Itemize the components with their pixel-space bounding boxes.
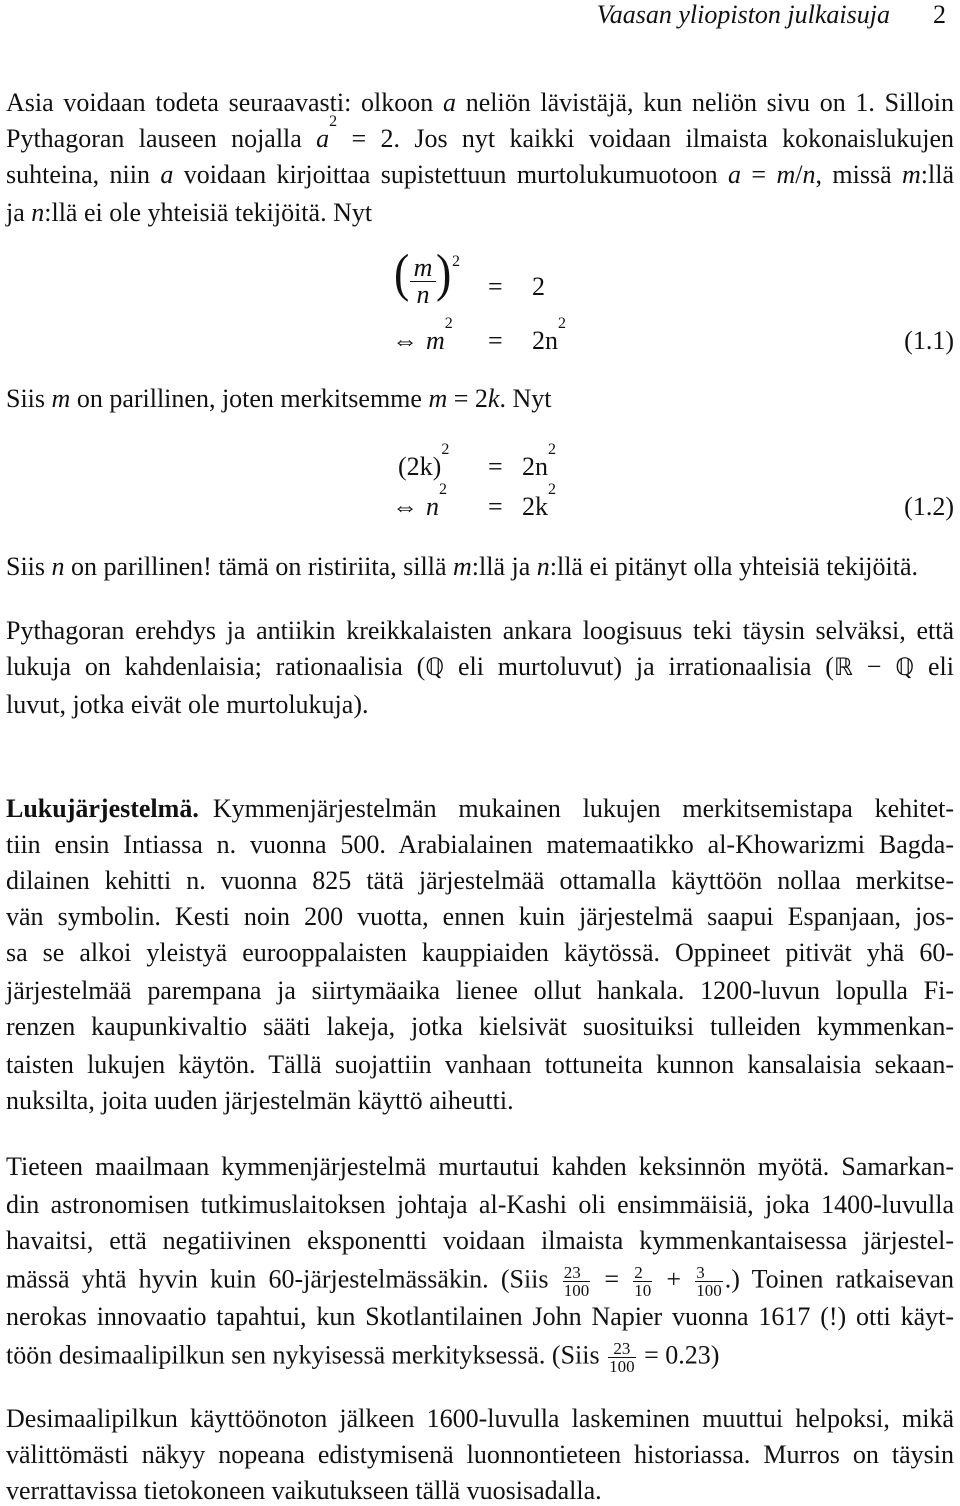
section-line7: renzen kaupunkivaltio sääti lakeja, jotka kielsivät suosituiksi tulleiden kymmenkan- [6, 1012, 954, 1041]
para7-line2: välittömästi näkyy nopeana edistymisenä luonnontieteen historiassa. Murros on täysin [6, 1440, 954, 1469]
para6-line3: havaitsi, että negatiivinen eksponentti voidaan ilmaista kymmenkantaisessa järjestel- [6, 1226, 954, 1255]
para1-line4: ja n:llä ei ole yhteisiä tekijöitä. Nyt [6, 198, 373, 227]
para1-line3: suhteina, niin a voidaan kirjoittaa supistettuun murtolukumuotoon a = m/n, missä m:llä [6, 160, 955, 189]
fraction: $\frac{2}{10}$ [634, 1263, 652, 1300]
section-line4: vän symbolin. Kesti noin 200 vuotta, ennen kuin järjestelmä saapui Espanjaan, jos- [6, 902, 954, 931]
para1-line1: Asia voidaan todeta seuraavasti: olkoon a neliön lävistäjä, kun neliön sivu on 1. Silloin [6, 88, 954, 117]
para4-line1: Pythagoran erehdys ja antiikin kreikkalaisten ankara loogisuus teki täysin selväksi, että [6, 616, 954, 645]
para6-line5: nerokas innovaatio tapahtui, kun Skotlantilainen John Napier vuonna 1617 (!) otti käyt- [6, 1302, 954, 1331]
left-paren: ( [394, 243, 410, 302]
section-line1: Lukujärjestelmä. Kymmenjärjestelmän mukainen lukujen merkitsemistapa kehitet- [6, 794, 954, 823]
para3: Siis n on parillinen! tämä on ristiriita, sillä m:llä ja n:llä ei pitänyt olla yhteisiä tekijöitä. [6, 552, 919, 581]
para6-line4: mässä yhtä hyvin kuin 60-järjestelmässäkin. (Siis $\frac{23}{100}$ = $\frac{2}{10}$ + $\frac{3}{100}$ .) Toinen ratkaisevan [6, 1263, 954, 1300]
fraction: $\frac{3}{100}$ [696, 1263, 722, 1300]
para7-line1: Desimaalipilkun käyttöönoton jälkeen 1600-luvulla laskeminen muuttui helpoksi, mikä [6, 1404, 954, 1433]
para4-line2: lukuja on kahdenlaisia; rationaalisia (ℚ eli murtoluvut) ja irrationaalisia (ℝ − ℚ eli [6, 652, 955, 681]
equation-number: (1.1) [904, 326, 954, 355]
para4-line3: luvut, jotka eivät ole murtolukuja). [6, 690, 369, 719]
para6-line1: Tieteen maailmaan kymmenjärjestelmä murtautui kahden keksinnön myötä. Samarkan- [6, 1152, 954, 1181]
section-line2: tiin ensin Intiassa n. vuonna 500. Arabialainen matemaatikko al-Khowarizmi Bagda- [6, 830, 954, 859]
section-heading: Lukujärjestelmä. [6, 794, 199, 823]
iff-symbol: ⇔ [392, 326, 418, 355]
para1-line2: Pythagoran lauseen nojalla $a^2 = 2$. Jos nyt kaikki voidaan ilmaista kokonaislukujen [6, 113, 954, 153]
iff-symbol: ⇔ [392, 492, 418, 521]
section-line8: taisten lukujen käytön. Tällä suojattiin vanhaan tottuneita kunnon kansalaisia sekaan- [6, 1050, 954, 1079]
section-line6: järjestelmää parempana ja siirtymäaika lienee ollut hankala. 1200-luvun lopulla Fi- [6, 976, 954, 1005]
journal-title: Vaasan yliopiston julkaisuja [596, 0, 890, 29]
para2: Siis m on parillinen, joten merkitsemme m = 2k. Nyt [6, 384, 552, 413]
section-line3: dilainen kehitti n. vuonna 825 tätä järjestelmää ottamalla käyttöön nollaa merkitse- [6, 866, 954, 895]
section-line5: sa se alkoi yleistyä eurooppalaisten kauppiaiden käytössä. Oppineet pitivät yhä 60- [6, 938, 954, 967]
para6-line2: din astronomisen tutkimuslaitoksen johtaja al-Kashi oli ensimmäisiä, joka 1400-luvulla [6, 1190, 954, 1219]
fraction: $\frac{23}{100}$ [609, 1339, 635, 1376]
fraction-m-over-n: m n [410, 255, 436, 308]
para6-line6: töön desimaalipilkun sen nykyisessä merkityksessä. (Siis $\frac{23}{100}$ = 0.23) [6, 1339, 720, 1376]
fraction: $\frac{23}{100}$ [563, 1263, 590, 1300]
right-paren: ) [436, 243, 452, 302]
equation-number: (1.2) [904, 492, 954, 521]
running-header [597, 0, 946, 30]
para7-line3: verrattavissa tietokoneen vaikutukseen tällä vuosisadalla. [6, 1476, 602, 1505]
section-line9: nuksilta, joita uuden järjestelmän käyttö aiheutti. [6, 1086, 514, 1115]
page-number: 2 [933, 0, 946, 29]
